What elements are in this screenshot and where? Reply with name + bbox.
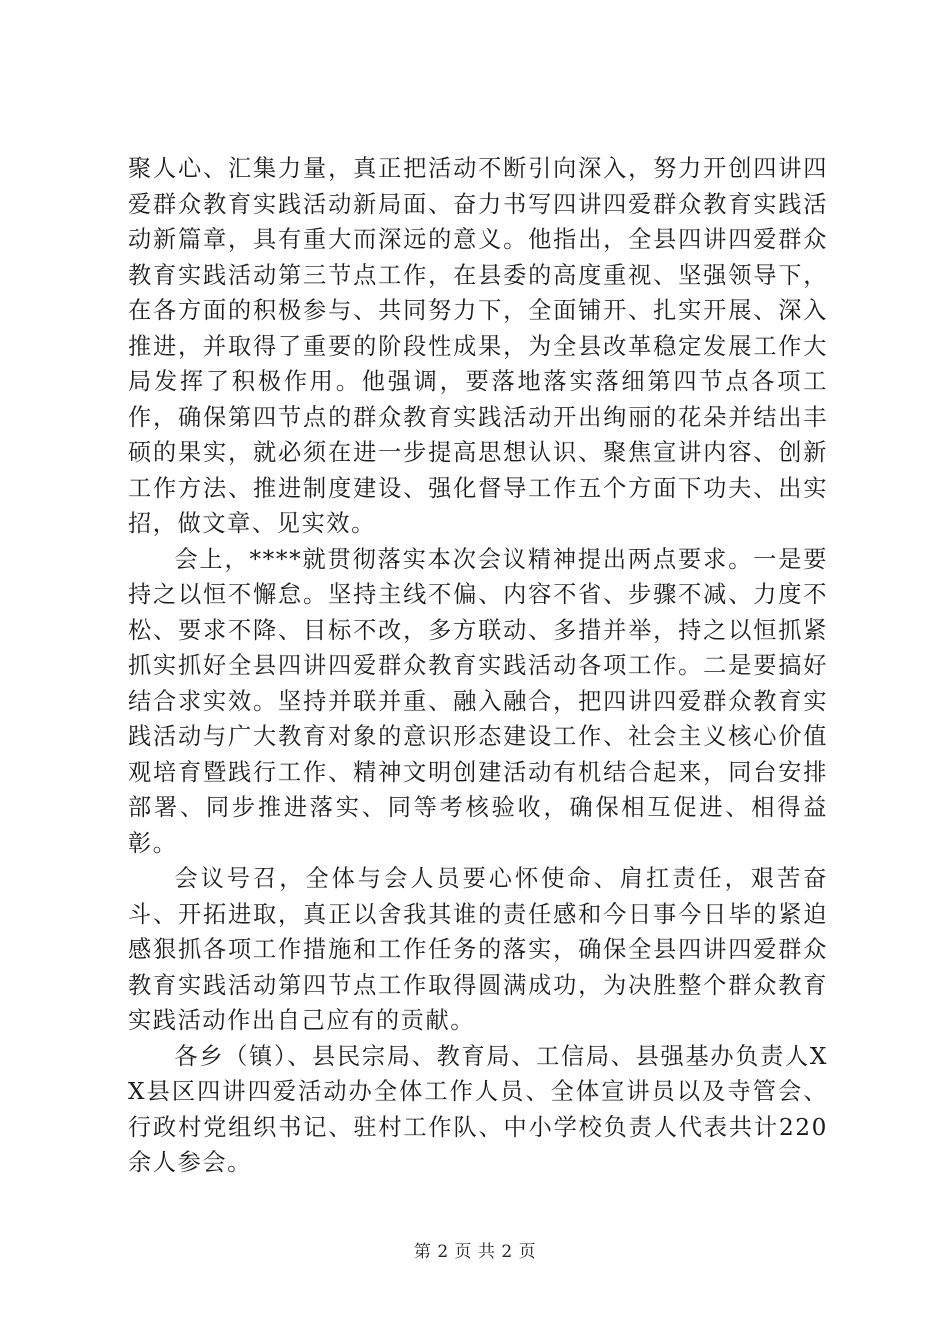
page-number-footer: 第 2 页 共 2 页	[413, 1242, 537, 1262]
document-body	[128, 151, 828, 1181]
paragraph-meeting-requirements: 会上，****就贯彻落实本次会议精神提出两点要求。一是要持之以恒不懈怠。坚持主线不偏、内容不省、步骤不减、力度不松、要求不降、目标不改，多方联动、多措并举，持之以恒抓紧抓实抓好全县四讲四爱群众教育实践活动各项工作。二是要搞好结合求实效。坚持并联并重、融入融合，把四讲四爱群众教育实践活动与广大教育对象的意识形态建设工作、社会主义核心价值观培育暨践行工作、精神文明创建活动有机结合起来，同台安排部署、同步推进落实、同等考核验收，确保相互促进、相得益彰。	[128, 545, 828, 857]
paragraph-meeting-call: 会议号召，全体与会人员要心怀使命、肩扛责任，艰苦奋斗、开拓进取，真正以舍我其谁的责任感和今日事今日毕的紧迫感狠抓各项工作措施和工作任务的落实，确保全县四讲四爱群众教育实践活动第四节点工作取得圆满成功，为决胜整个群众教育实践活动作出自己应有的贡献。	[128, 865, 828, 1034]
paragraph-continuation: 聚人心、汇集力量，真正把活动不断引向深入，努力开创四讲四爱群众教育实践活动新局面、奋力书写四讲四爱群众教育实践活动新篇章，具有重大而深远的意义。他指出，全县四讲四爱群众教育实践活动第三节点工作，在县委的高度重视、坚强领导下，在各方面的积极参与、共同努力下，全面铺开、扎实开展、深入推进，并取得了重要的阶段性成果，为全县改革稳定发展工作大局发挥了积极作用。他强调，要落地落实落细第四节点各项工作，确保第四节点的群众教育实践活动开出绚丽的花朵并结出丰硕的果实，就必须在进一步提高思想认识、聚焦宣讲内容、创新工作方法、推进制度建设、强化督导工作五个方面下功夫、出实招，做文章、见实效。	[128, 155, 828, 537]
paragraph-attendees: 各乡（镇）、县民宗局、教育局、工信局、县强基办负责人XX县区四讲四爱活动办全体工作人员、全体宣讲员以及寺管会、行政村党组织书记、驻村工作队、中小学校负责人代表共计220余人参会。	[128, 1042, 828, 1176]
